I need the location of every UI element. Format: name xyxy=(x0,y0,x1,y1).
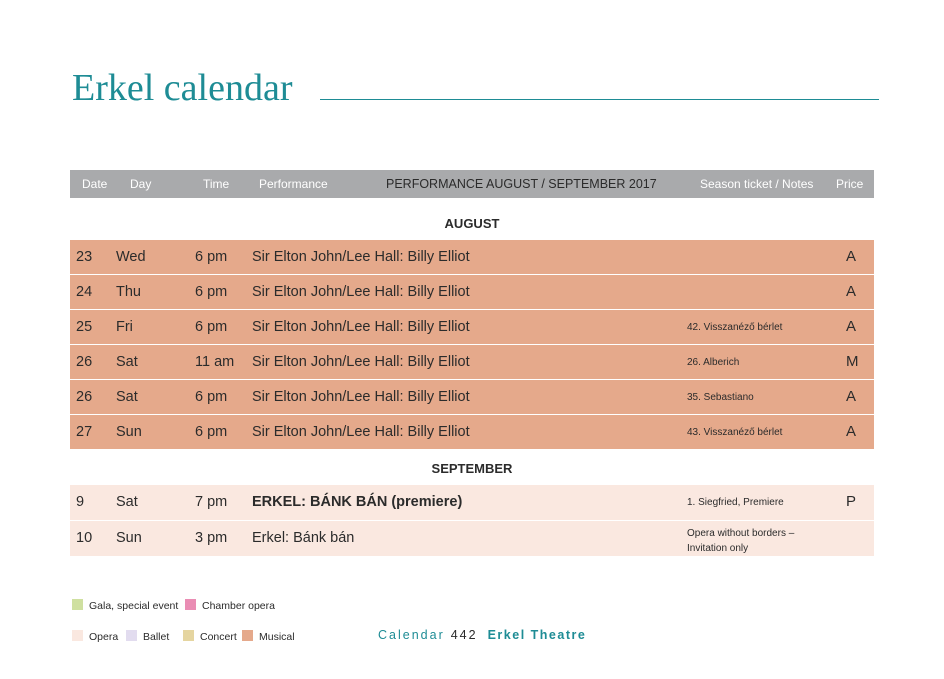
row-time: 6 pm xyxy=(195,249,228,265)
row-day: Fri xyxy=(116,319,133,335)
row-time: 6 pm xyxy=(195,284,228,300)
row-note: 26. Alberich xyxy=(687,357,740,368)
row-day: Sun xyxy=(116,530,142,546)
month-heading-september: SEPTEMBER xyxy=(431,461,513,476)
row-time: 3 pm xyxy=(195,530,228,546)
row-date: 10 xyxy=(76,530,93,546)
legend-label-musical: Musical xyxy=(259,631,295,643)
row-note: 43. Visszanéző bérlet xyxy=(687,427,783,438)
legend-label-concert: Concert xyxy=(200,631,237,643)
row-date: 24 xyxy=(76,284,93,300)
table-row xyxy=(70,345,874,380)
legend-swatch-concert xyxy=(183,630,194,641)
footer-section: Calendar xyxy=(378,628,445,642)
legend-swatch-chamber xyxy=(185,599,196,610)
table-row xyxy=(70,521,874,557)
table-row xyxy=(70,485,874,521)
row-date: 26 xyxy=(76,389,93,405)
header-date: Date xyxy=(82,177,108,191)
row-performance: Sir Elton John/Lee Hall: Billy Elliot xyxy=(252,354,470,370)
row-performance: Sir Elton John/Lee Hall: Billy Elliot xyxy=(252,284,470,300)
row-performance: Sir Elton John/Lee Hall: Billy Elliot xyxy=(252,319,470,335)
header-day: Day xyxy=(130,177,152,191)
row-performance: Sir Elton John/Lee Hall: Billy Elliot xyxy=(252,424,470,440)
row-note: 42. Visszanéző bérlet xyxy=(687,322,783,333)
legend-label-gala: Gala, special event xyxy=(89,600,179,612)
title-rule xyxy=(320,99,879,100)
legend-item-ballet xyxy=(126,630,169,643)
row-date: 27 xyxy=(76,424,93,440)
row-note xyxy=(687,526,837,556)
legend-label-chamber: Chamber opera xyxy=(202,600,275,612)
legend-item-opera xyxy=(72,630,118,643)
row-day: Sat xyxy=(116,389,138,405)
row-date: 26 xyxy=(76,354,93,370)
row-performance: ERKEL: BÁNK BÁN (premiere) xyxy=(252,494,463,510)
row-date: 23 xyxy=(76,249,93,265)
table-row xyxy=(70,240,874,275)
legend-swatch-gala xyxy=(72,599,83,610)
header-caption: PERFORMANCE AUGUST / SEPTEMBER 2017 xyxy=(386,177,657,191)
row-note: 35. Sebastiano xyxy=(687,392,754,403)
row-performance: Sir Elton John/Lee Hall: Billy Elliot xyxy=(252,249,470,265)
row-performance: Sir Elton John/Lee Hall: Billy Elliot xyxy=(252,389,470,405)
legend-swatch-ballet xyxy=(126,630,137,641)
row-price: A xyxy=(846,283,857,300)
row-time: 11 am xyxy=(195,354,235,370)
row-time: 6 pm xyxy=(195,319,228,335)
header-performance: Performance xyxy=(259,177,328,191)
table-header xyxy=(70,170,874,198)
table-row xyxy=(70,415,874,450)
row-time: 6 pm xyxy=(195,389,228,405)
month-heading-august: AUGUST xyxy=(444,216,500,231)
row-time: 7 pm xyxy=(195,494,228,510)
row-date: 25 xyxy=(76,319,93,335)
row-day: Wed xyxy=(116,249,146,265)
row-day: Sat xyxy=(116,494,138,510)
legend-item-musical xyxy=(242,630,295,643)
legend-item-chamber xyxy=(185,599,275,612)
legend-label-ballet: Ballet xyxy=(143,631,170,643)
row-day: Sun xyxy=(116,424,142,440)
calendar-table xyxy=(70,170,874,557)
row-price: A xyxy=(846,318,857,335)
row-note-line2: Invitation only xyxy=(687,543,749,554)
table-row xyxy=(70,275,874,310)
row-day: Thu xyxy=(116,284,141,300)
header-notes: Season ticket / Notes xyxy=(700,177,814,191)
header-time: Time xyxy=(203,177,230,191)
page-footer xyxy=(378,628,586,642)
footer-theatre: Erkel Theatre xyxy=(487,628,587,642)
legend-label-opera: Opera xyxy=(89,631,119,643)
legend-swatch-opera xyxy=(72,630,83,641)
row-note: 1. Siegfried, Premiere xyxy=(687,497,784,508)
legend-item-concert xyxy=(183,630,237,643)
header-price: Price xyxy=(836,177,864,191)
table-row xyxy=(70,380,874,415)
legend-swatch-musical xyxy=(242,630,253,641)
legend-item-gala xyxy=(72,599,178,612)
row-price: P xyxy=(846,493,857,510)
row-note-line1: Opera without borders – xyxy=(687,528,795,539)
row-price: A xyxy=(846,248,857,265)
row-date: 9 xyxy=(76,494,85,510)
footer-page-number: 442 xyxy=(450,628,478,642)
row-day: Sat xyxy=(116,354,138,370)
row-price: A xyxy=(846,423,857,440)
row-price: A xyxy=(846,388,857,405)
row-performance: Erkel: Bánk bán xyxy=(252,530,355,546)
table-row xyxy=(70,310,874,345)
page-title: Erkel calendar xyxy=(72,67,293,109)
row-time: 6 pm xyxy=(195,424,228,440)
row-price: M xyxy=(846,353,859,370)
